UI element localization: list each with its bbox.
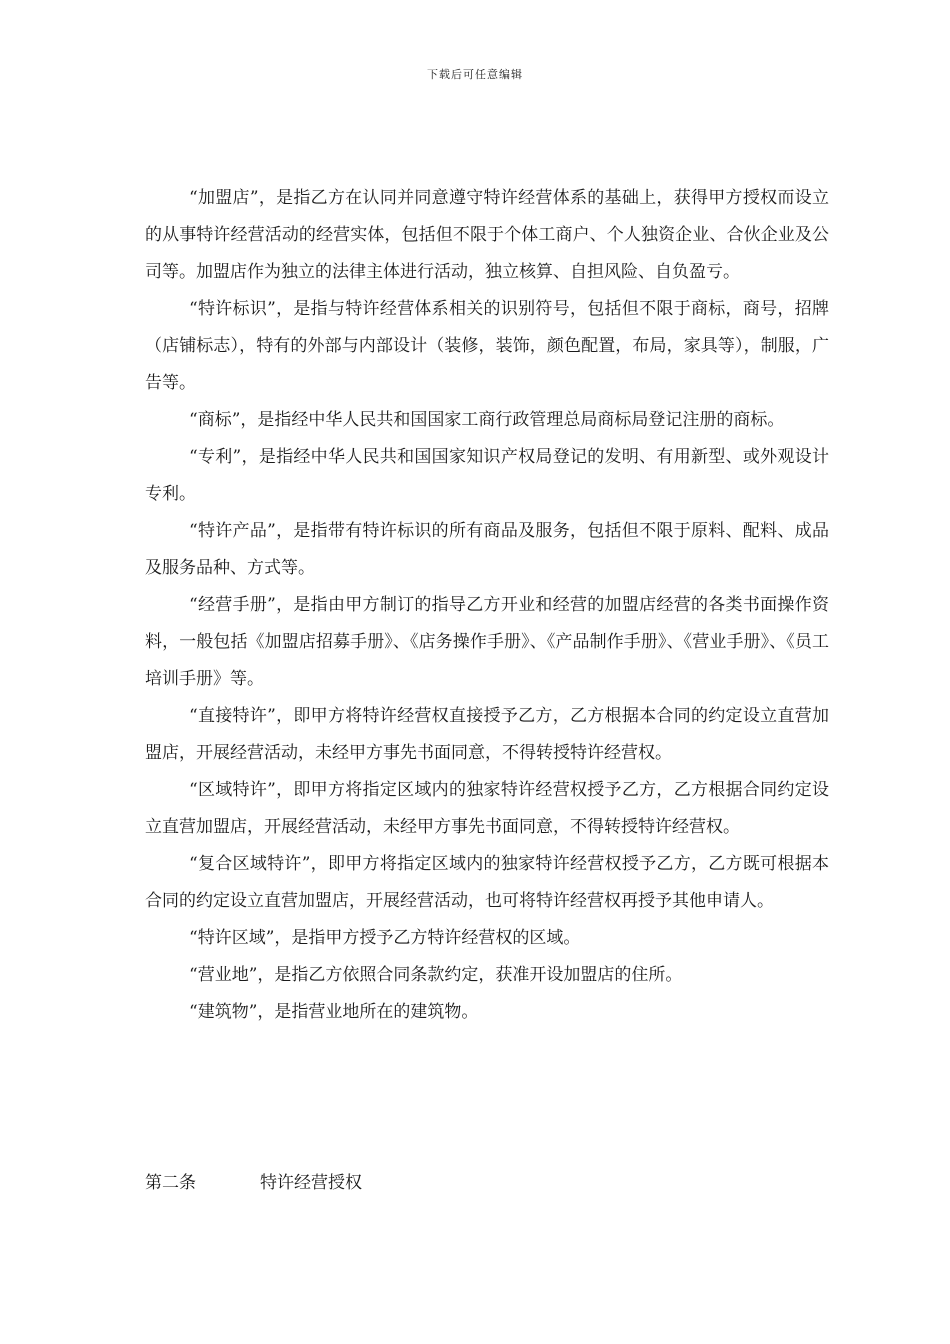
definition-business-premises: “营业地”，是指乙方依照合同条款约定，获准开设加盟店的住所。 — [189, 965, 683, 985]
definition-trademark: “商标”，是指经中华人民共和国国家工商行政管理总局商标局登记注册的商标。 — [189, 410, 785, 430]
document-body — [145, 180, 829, 1031]
definition-multi-area-franchise: “复合区域特许”，即甲方将指定区域内的独家特许经营权授予乙方，乙方既可根据本合同的约定设立直营加盟店，开展经营活动，也可将特许经营权再授予其他申请人。 — [145, 854, 829, 911]
definition-area-franchise: “区域特许”，即甲方将指定区域内的独家特许经营权授予乙方，乙方根据合同约定设立直营加盟店，开展经营活动，未经甲方事先书面同意，不得转授特许经营权。 — [145, 780, 829, 837]
definition-franchise-territory: “特许区域”，是指甲方授予乙方特许经营权的区域。 — [189, 928, 581, 948]
definition-franchise-product: “特许产品”，是指带有特许标识的所有商品及服务，包括但不限于原料、配料、成品及服务品种、方式等。 — [145, 521, 829, 578]
definition-franchise-store: “加盟店”，是指乙方在认同并同意遵守特许经营体系的基础上，获得甲方授权而设立的从事特许经营活动的经营实体，包括但不限于个体工商户、个人独资企业、合伙企业及公司等。加盟店作为独立的法律主体进行活动，独立核算、自担风险、自负盈亏。 — [145, 188, 829, 282]
page-header: 下载后可任意编辑 — [427, 68, 523, 81]
article-title: 特许经营授权 — [260, 1173, 362, 1193]
definition-patent: “专利”，是指经中华人民共和国国家知识产权局登记的发明、有用新型、或外观设计专利。 — [145, 447, 829, 504]
definition-direct-franchise: “直接特许”，即甲方将特许经营权直接授予乙方，乙方根据本合同的约定设立直营加盟店，开展经营活动，未经甲方事先书面同意，不得转授特许经营权。 — [145, 706, 829, 763]
definition-franchise-mark: “特许标识”，是指与特许经营体系相关的识别符号，包括但不限于商标，商号，招牌（店铺标志），特有的外部与内部设计（装修，装饰，颜色配置，布局，家具等），制服，广告等。 — [145, 299, 829, 393]
article-heading — [145, 1168, 362, 1198]
article-number: 第二条 — [145, 1173, 196, 1193]
definition-operations-manual: “经营手册”，是指由甲方制订的指导乙方开业和经营的加盟店经营的各类书面操作资料，一般包括《加盟店招募手册》、《店务操作手册》、《产品制作手册》、《营业手册》、《员工培训手册》等。 — [145, 595, 829, 689]
definition-building: “建筑物”，是指营业地所在的建筑物。 — [189, 1002, 479, 1022]
